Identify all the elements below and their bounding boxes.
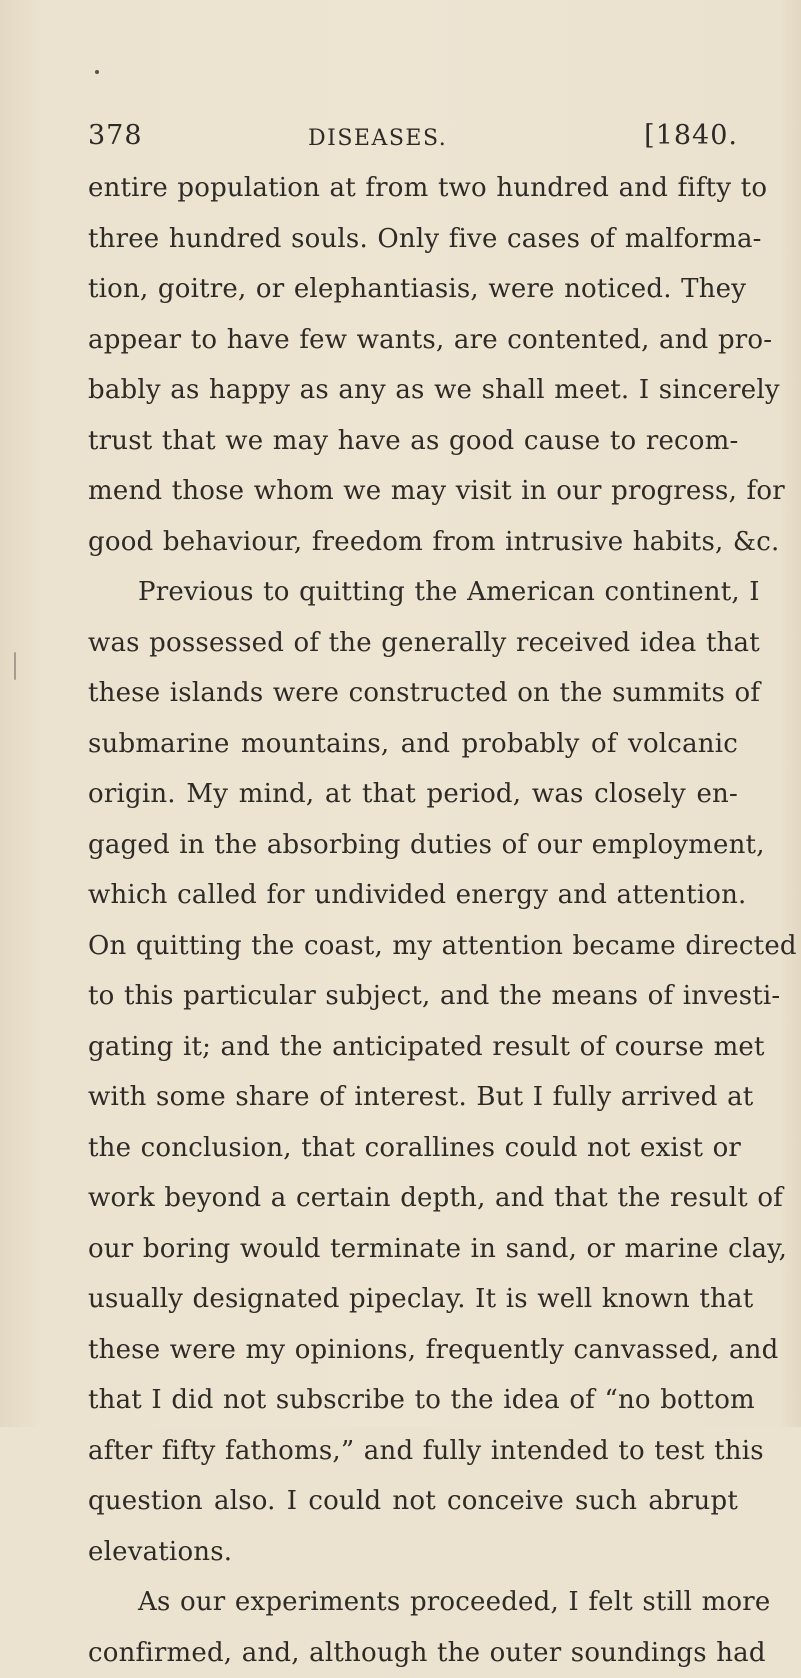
paper-mark	[14, 652, 16, 680]
page-number: 378	[88, 118, 143, 154]
year-label: [1840.	[644, 118, 738, 154]
text-line: gating it; and the anticipated result of course met	[88, 1022, 738, 1073]
text-line: entire population at from two hundred and fifty to	[88, 163, 738, 214]
text-line: confirmed, and, although the outer soundings had	[88, 1628, 738, 1678]
text-line: elevations.	[88, 1527, 738, 1578]
text-line: work beyond a certain depth, and that the result of	[88, 1173, 738, 1224]
text-line: these islands were constructed on the summits of	[88, 668, 738, 719]
text-line: was possessed of the generally received idea that	[88, 618, 738, 669]
text-line: question also. I could not conceive such abrupt	[88, 1476, 738, 1527]
text-line: three hundred souls. Only five cases of malforma-	[88, 214, 738, 265]
text-line: bably as happy as any as we shall meet. I sincerely	[88, 365, 738, 416]
text-line: our boring would terminate in sand, or marine clay,	[88, 1224, 738, 1275]
text-line: tion, goitre, or elephantiasis, were noticed. They	[88, 264, 738, 315]
text-line: Previous to quitting the American continent, I	[88, 567, 738, 618]
text-line: submarine mountains, and probably of volcanic	[88, 719, 738, 770]
page-header	[88, 118, 738, 158]
text-line: As our experiments proceeded, I felt still more	[88, 1577, 738, 1628]
text-line: trust that we may have as good cause to recom-	[88, 416, 738, 467]
running-head: DISEASES.	[308, 121, 447, 157]
text-line: origin. My mind, at that period, was closely en-	[88, 769, 738, 820]
text-line: good behaviour, freedom from intrusive habits, &c.	[88, 517, 738, 568]
text-line: gaged in the absorbing duties of our employment,	[88, 820, 738, 871]
text-line: that I did not subscribe to the idea of “no bottom	[88, 1375, 738, 1426]
text-line: usually designated pipeclay. It is well known that	[88, 1274, 738, 1325]
text-line: these were my opinions, frequently canvassed, and	[88, 1325, 738, 1376]
text-line: mend those whom we may visit in our progress, for	[88, 466, 738, 517]
text-line: appear to have few wants, are contented, and pro-	[88, 315, 738, 366]
paper-speck	[95, 70, 99, 74]
text-line: the conclusion, that corallines could not exist or	[88, 1123, 738, 1174]
text-line: On quitting the coast, my attention became directed	[88, 921, 738, 972]
text-line: after fifty fathoms,” and fully intended to test this	[88, 1426, 738, 1477]
text-line: which called for undivided energy and attention.	[88, 870, 738, 921]
text-line: to this particular subject, and the means of investi-	[88, 971, 738, 1022]
body-text	[88, 163, 738, 1678]
text-line: with some share of interest. But I fully arrived at	[88, 1072, 738, 1123]
